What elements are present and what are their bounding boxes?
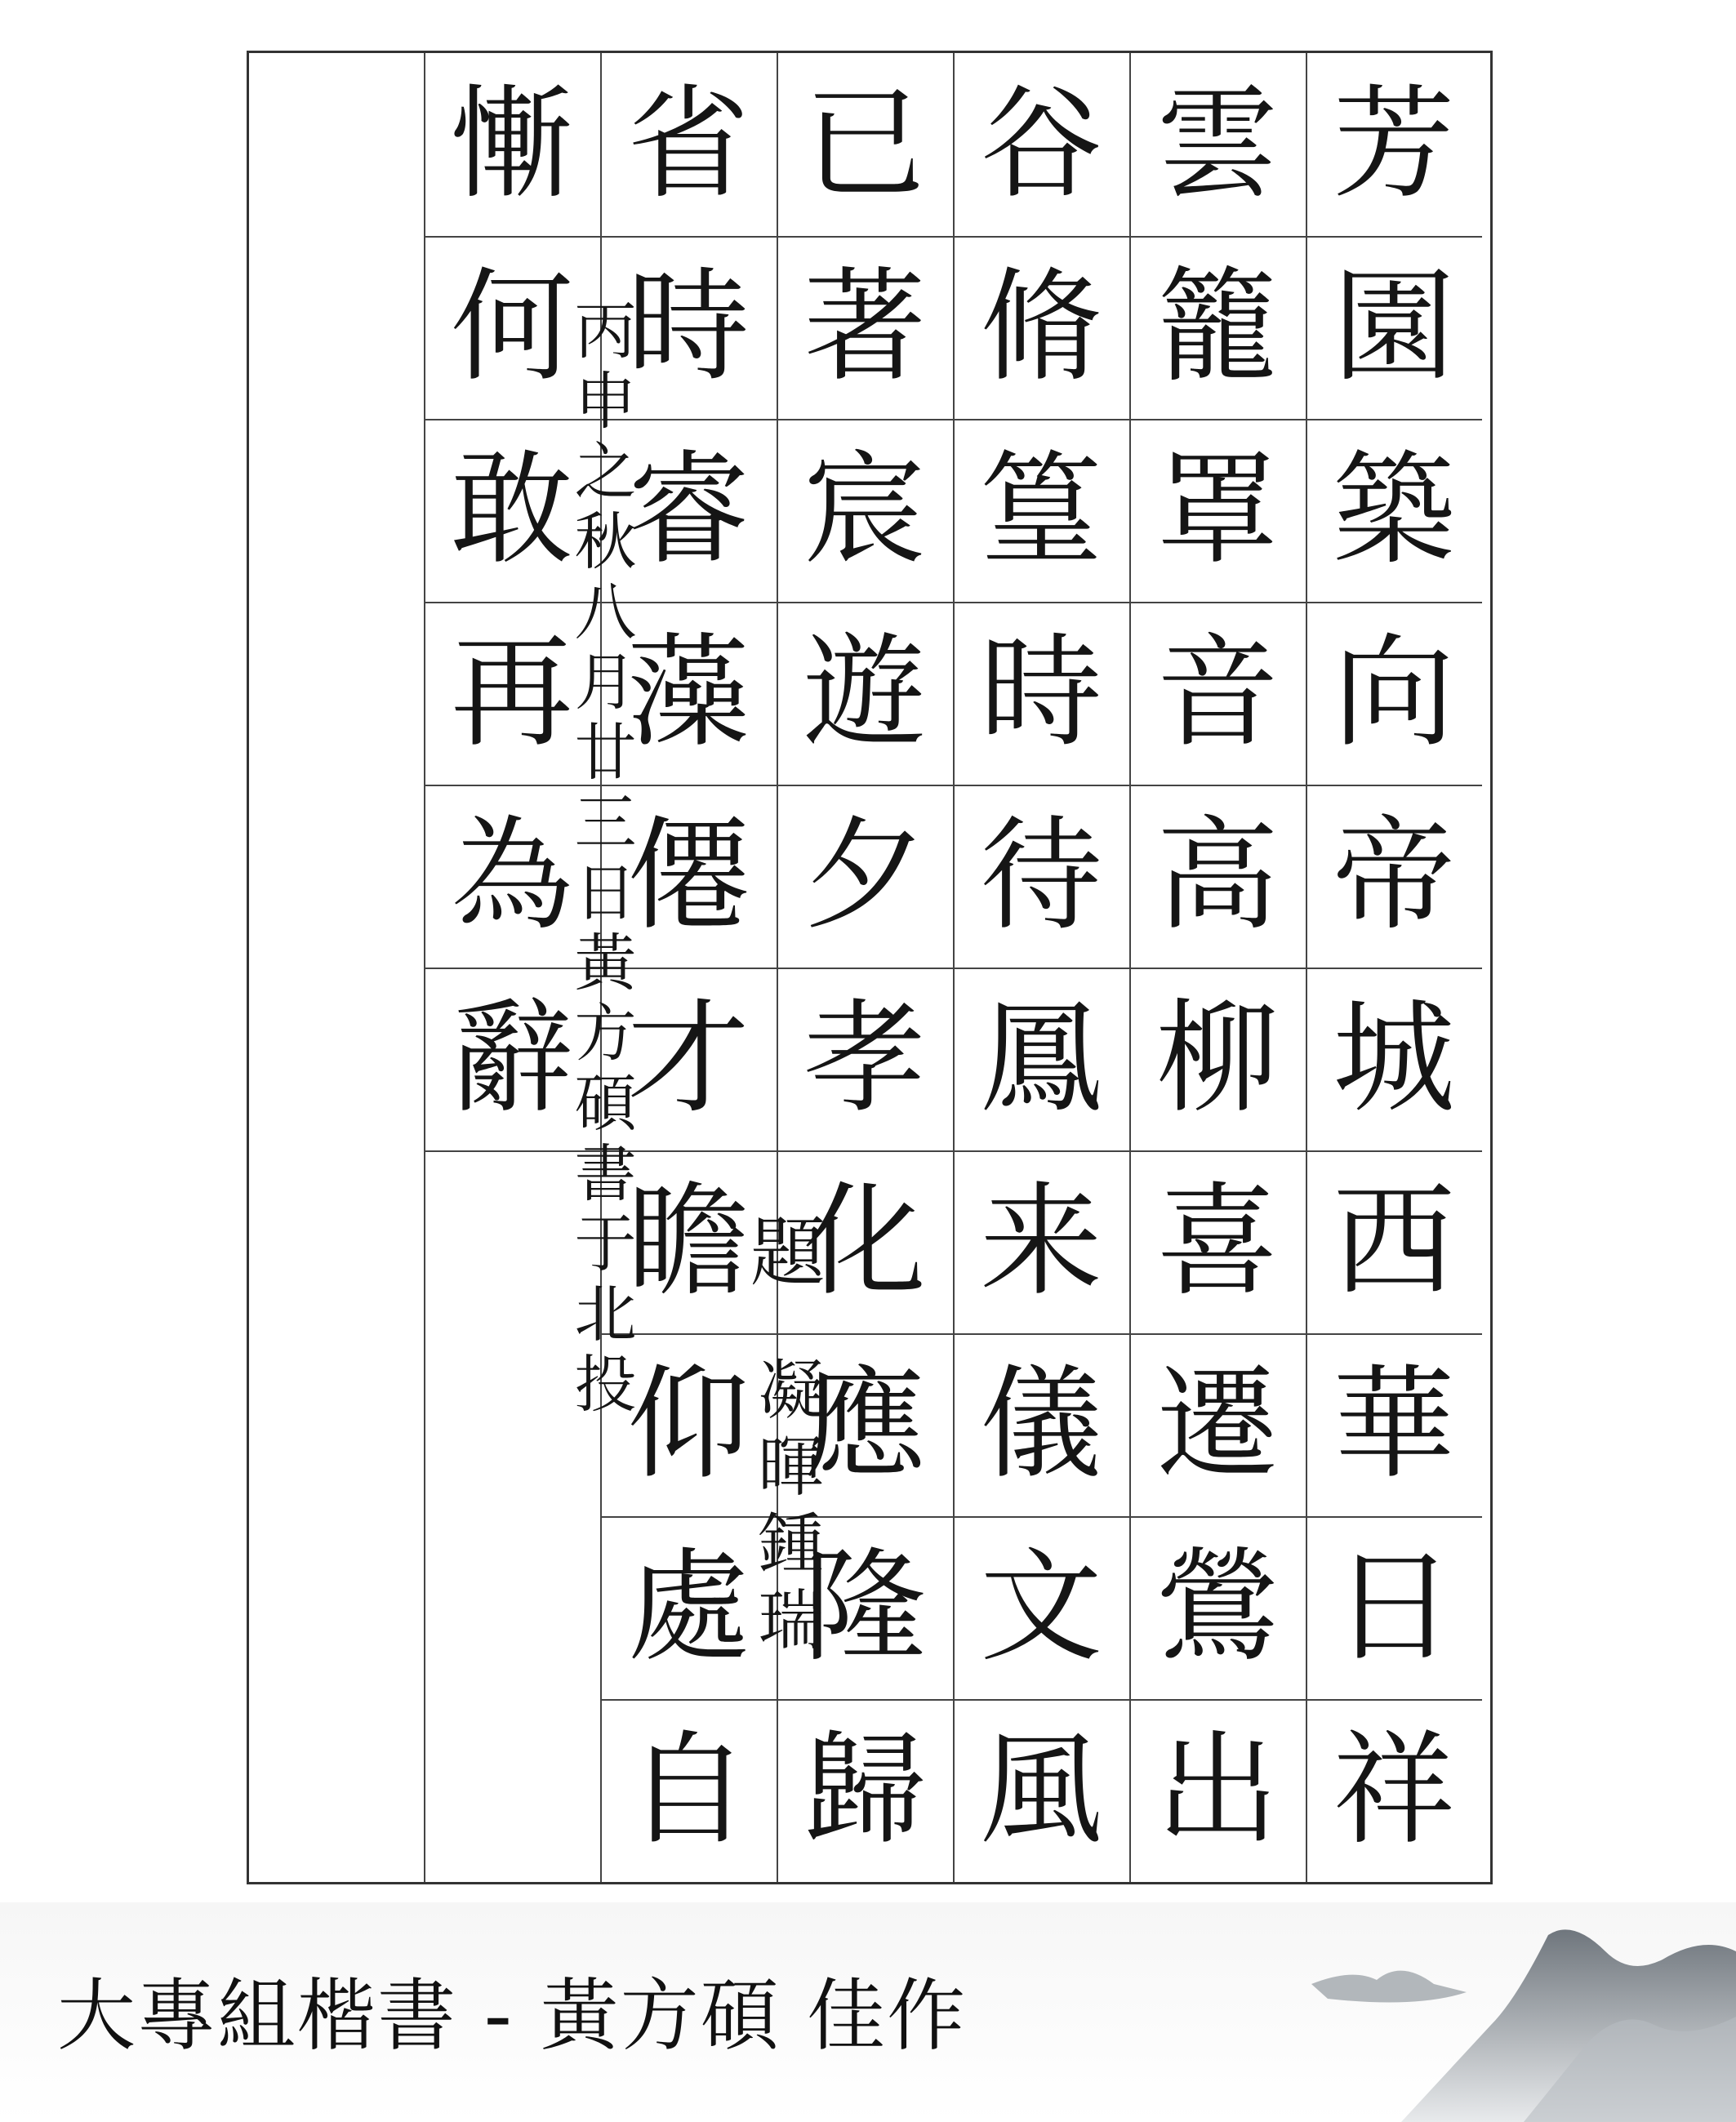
poem-character: 應 — [803, 1354, 926, 1496]
poem-character: 西 — [1332, 1171, 1455, 1313]
calligraphy-sheet — [247, 51, 1493, 1884]
poem-character: 再 — [450, 622, 573, 764]
signature-text: 丙申之秋八月廿三日黃方碩書于北投 — [564, 298, 637, 1421]
poem-character: 雲 — [1155, 73, 1279, 216]
poem-character: 才 — [626, 988, 750, 1130]
dedication-name: 凝暉鍾瑞 — [747, 1355, 823, 1662]
poem-character: 日 — [1332, 1537, 1455, 1679]
poem-character: 孝 — [803, 988, 926, 1130]
poem-character: 築 — [1332, 439, 1455, 581]
poem-character: 敢 — [450, 439, 573, 581]
poem-character: 籠 — [1155, 256, 1279, 398]
poem-character: 風 — [979, 1719, 1102, 1862]
poem-character: 園 — [1332, 256, 1455, 398]
poem-character: 隆 — [803, 1537, 926, 1679]
poem-character: 鳳 — [979, 988, 1102, 1130]
poem-character: 来 — [979, 1171, 1102, 1313]
poem-character: 僊 — [626, 805, 750, 947]
poem-character: 帝 — [1332, 805, 1455, 947]
poem-character: 高 — [1155, 805, 1279, 947]
poem-character: 何 — [450, 256, 573, 398]
poem-character: 睿 — [626, 439, 750, 581]
poem-character: 城 — [1332, 988, 1455, 1130]
poem-character: 喜 — [1155, 1171, 1279, 1313]
poem-character: 藻 — [626, 622, 750, 764]
poem-character: 歸 — [803, 1719, 926, 1862]
poem-character: 已 — [803, 73, 926, 216]
poem-character: 省 — [626, 73, 750, 216]
poem-character: 芳 — [1332, 73, 1455, 216]
poem-character: 處 — [626, 1537, 750, 1679]
dedication-title: 題 — [738, 1212, 826, 1288]
poem-character: 化 — [803, 1171, 926, 1313]
poem-character: 祥 — [1332, 1719, 1455, 1862]
poem-character: 谷 — [979, 73, 1102, 216]
poem-character: 篁 — [979, 439, 1102, 581]
poem-character: 向 — [1332, 622, 1455, 764]
poem-character: 罩 — [1155, 439, 1279, 581]
poem-character: 遷 — [1155, 1354, 1279, 1496]
poem-character: 出 — [1155, 1719, 1279, 1862]
poem-character: 儀 — [979, 1354, 1102, 1496]
poem-character: 辭 — [450, 988, 573, 1130]
poem-character: 華 — [1332, 1354, 1455, 1496]
mountain-landscape-image — [1279, 1902, 1736, 2122]
poem-character: 宸 — [803, 439, 926, 581]
poem-character: 待 — [979, 805, 1102, 947]
poem-character: 時 — [979, 622, 1102, 764]
poem-character: 柳 — [1155, 988, 1279, 1130]
poem-character: 為 — [450, 805, 573, 947]
poem-character: 音 — [1155, 622, 1279, 764]
poem-character: 鶯 — [1155, 1537, 1279, 1679]
caption-title: 大專組楷書 - 黃方碩 佳作 — [57, 1970, 968, 2062]
poem-character: 脩 — [979, 256, 1102, 398]
poem-character: 慚 — [450, 73, 573, 216]
poem-character: 仰 — [626, 1354, 750, 1496]
poem-character: 夕 — [803, 805, 926, 947]
poem-character: 瞻 — [626, 1171, 750, 1313]
poem-character: 時 — [626, 256, 750, 398]
poem-character: 遊 — [803, 622, 926, 764]
poem-character: 文 — [979, 1537, 1102, 1679]
poem-character: 著 — [803, 256, 926, 398]
poem-character: 自 — [626, 1719, 750, 1862]
